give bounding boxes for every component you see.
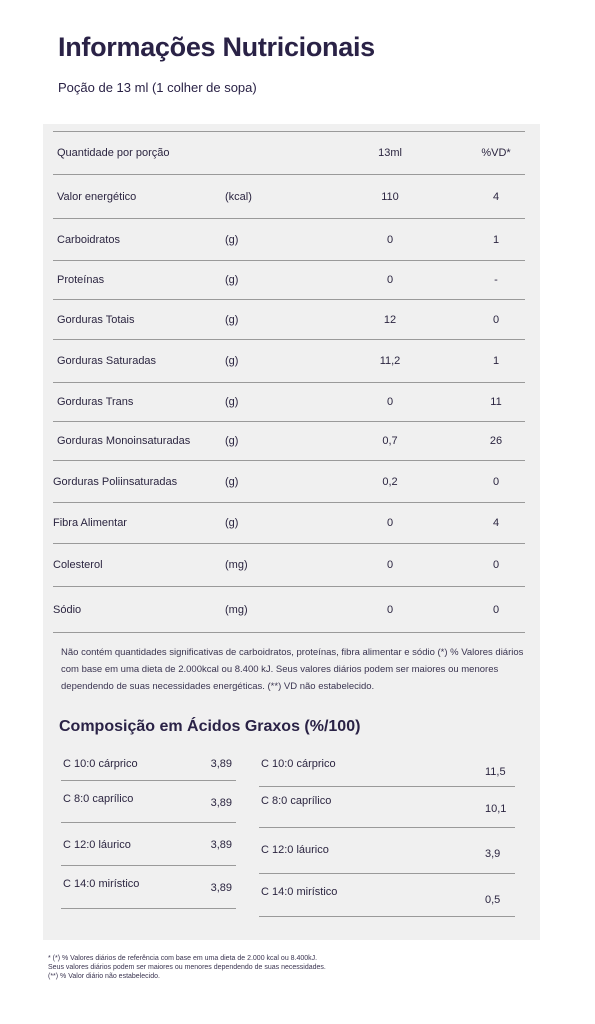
row-name: Valor energético <box>57 190 137 203</box>
table-row <box>53 422 525 461</box>
header-value: 13ml <box>378 147 402 159</box>
row-value: 11,2 <box>379 355 401 367</box>
row-vd: 4 <box>492 190 500 203</box>
acid-value: 11,5 <box>485 766 506 778</box>
row-name: Gorduras Trans <box>57 396 134 408</box>
row-value: 110 <box>381 190 399 203</box>
acid-value: 10,1 <box>485 803 507 815</box>
row-unit: (g) <box>225 313 239 326</box>
table-row <box>53 340 525 383</box>
footnote-line: (**) % Valor diário não estabelecido. <box>48 973 160 980</box>
row-value: 0 <box>386 274 394 286</box>
row-value: 0,2 <box>382 475 398 488</box>
footnote-line: Seus valores diários podem ser maiores ou menores dependendo de suas necessidades. <box>48 964 326 971</box>
row-name: Carboidratos <box>57 233 120 246</box>
composition-right-column <box>259 750 515 917</box>
table-row <box>53 219 525 261</box>
composition-row <box>259 787 515 828</box>
serving-size: Poção de 13 ml (1 colher de sopa) <box>58 80 257 95</box>
acid-value: 3,89 <box>210 797 232 809</box>
row-value: 0 <box>386 559 394 571</box>
acid-value: 3,89 <box>210 758 232 770</box>
row-name: Gorduras Monoinsaturadas <box>57 435 191 447</box>
acid-name: C 8:0 caprílico <box>63 793 134 805</box>
row-name: Proteínas <box>57 274 105 286</box>
row-vd: 1 <box>492 233 500 246</box>
row-name: Gorduras Saturadas <box>57 355 157 367</box>
nutrition-panel <box>43 124 540 940</box>
row-name: Gorduras Totais <box>57 313 135 326</box>
row-unit: (g) <box>225 396 239 408</box>
table-row <box>53 587 525 633</box>
row-vd: 1 <box>492 355 500 367</box>
table-row <box>53 175 525 219</box>
row-value: 0 <box>386 396 394 408</box>
row-name: Fibra Alimentar <box>53 517 127 529</box>
table-row <box>53 261 525 300</box>
row-value: 0,7 <box>382 435 398 447</box>
footnote-line: * (*) % Valores diários de referência com base em uma dieta de 2.000 kcal ou 8.400kJ. <box>48 955 318 962</box>
table-row <box>53 461 525 503</box>
page-title: Informações Nutricionais <box>58 32 375 62</box>
composition-row <box>259 828 515 874</box>
row-vd: 11 <box>490 396 502 408</box>
row-unit: (g) <box>225 233 239 246</box>
row-vd: 26 <box>489 435 503 447</box>
acid-name: C 10:0 cárprico <box>63 758 138 770</box>
acid-name: C 14:0 mirístico <box>63 878 140 890</box>
row-vd: 0 <box>492 559 500 571</box>
row-vd: 4 <box>492 517 500 529</box>
footnote <box>48 954 408 981</box>
row-vd: - <box>494 274 498 286</box>
acid-name: C 12:0 láurico <box>261 844 329 856</box>
composition-row <box>259 750 515 787</box>
table-row <box>53 300 525 340</box>
composition-left-column <box>61 750 236 909</box>
row-unit: (g) <box>225 355 239 367</box>
row-vd: 0 <box>492 603 500 616</box>
header-name: Quantidade por porção <box>57 147 170 159</box>
acid-name: C 14:0 mirístico <box>261 886 338 898</box>
table-row <box>53 503 525 544</box>
row-unit: (g) <box>225 475 239 488</box>
acid-name: C 10:0 cárprico <box>261 758 336 770</box>
nutrition-table <box>53 131 525 633</box>
row-value: 0 <box>386 517 394 529</box>
row-value: 12 <box>383 313 397 326</box>
table-header-row <box>53 132 525 175</box>
row-unit: (g) <box>225 517 239 529</box>
acid-value: 3,89 <box>210 839 232 851</box>
composition-row <box>61 781 236 823</box>
acid-value: 3,9 <box>485 848 501 860</box>
row-name: Sódio <box>53 603 82 616</box>
row-vd: 0 <box>492 313 500 326</box>
row-unit: (g) <box>225 274 239 286</box>
row-value: 0 <box>386 233 394 246</box>
acid-name: C 12:0 láurico <box>63 839 131 851</box>
table-row <box>53 544 525 587</box>
composition-row <box>259 874 515 917</box>
row-name: Colesterol <box>53 559 103 571</box>
acid-name: C 8:0 caprílico <box>261 795 332 807</box>
row-unit: (g) <box>225 435 239 447</box>
composition-row <box>61 750 236 781</box>
header-vd: %VD* <box>481 147 511 159</box>
row-unit: (kcal) <box>225 190 252 203</box>
composition-row <box>61 866 236 909</box>
row-unit: (mg) <box>225 603 248 616</box>
nutrition-note: Não contém quantidades significativas de carboidratos, proteínas, fibra alimentar e sódio (*) % Valores diários com base em uma dieta de 2.000kcal ou 8.400 kJ. Seus valores diários podem ser maiores ou menores dependendo de suas necessidades energéticas. (**) VD não estabelecido. <box>61 647 524 692</box>
row-name: Gorduras Poliinsaturadas <box>53 475 178 488</box>
composition-row <box>61 823 236 866</box>
table-row <box>53 383 525 422</box>
acid-value: 3,89 <box>210 882 232 894</box>
composition-title: Composição em Ácidos Graxos (%/100) <box>59 718 361 735</box>
row-value: 0 <box>386 603 394 616</box>
acid-value: 0,5 <box>485 894 501 906</box>
row-vd: 0 <box>492 475 500 488</box>
row-unit: (mg) <box>225 559 248 571</box>
